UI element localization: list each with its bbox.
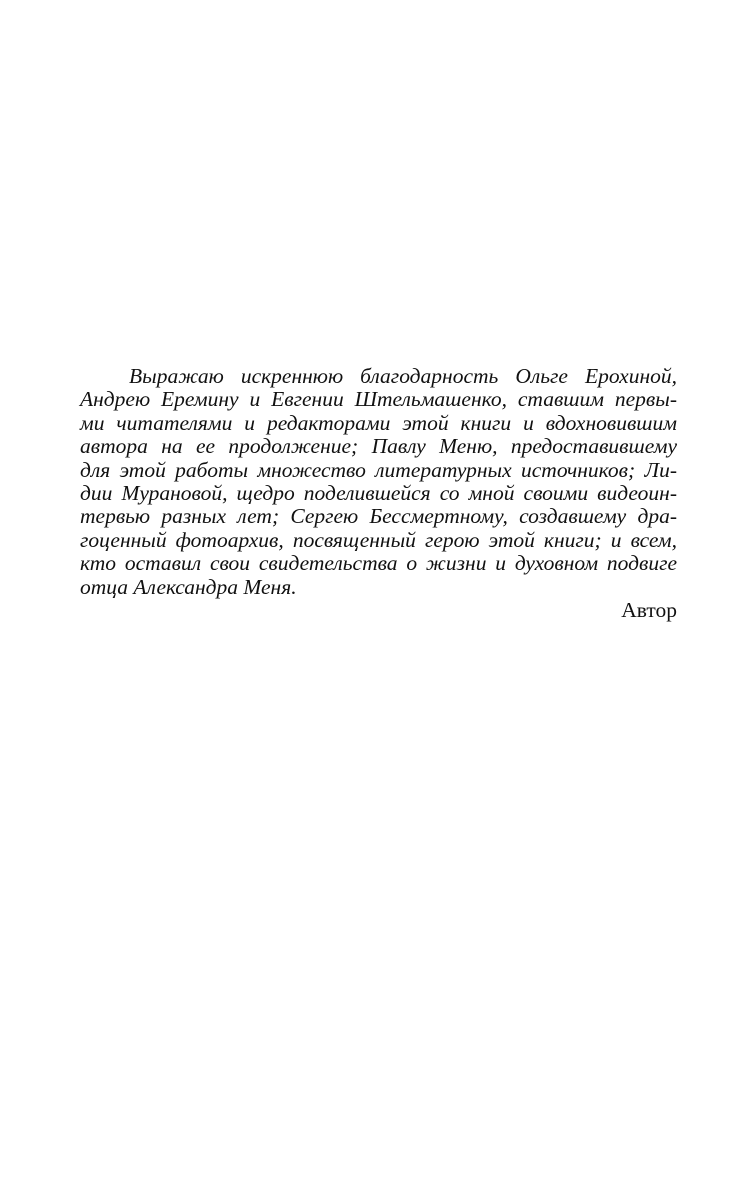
acknowledgement-line: Андрею Еремину и Евгении Штельмашенко, ставшим первы-	[80, 387, 677, 412]
acknowledgement-line: отца Александра Меня.	[80, 574, 297, 599]
acknowledgement-line: для этой работы множество литературных источников; Ли-	[80, 457, 677, 482]
acknowledgement-line: кто оставил свои свидетельства о жизни и духовном подвиге	[80, 551, 677, 576]
acknowledgement-line: дии Мурановой, щедро поделившейся со мной своими видеоин-	[80, 480, 677, 505]
acknowledgement-line: ми читателями и редакторами этой книги и вдохновившим	[80, 410, 677, 435]
acknowledgement-line: автора на ее продолжение; Павлу Меню, предоставившему	[80, 434, 677, 459]
author-signature: Автор	[621, 598, 677, 622]
acknowledgement-line: гоценный фотоархив, посвященный герою этой книги; и всем,	[80, 527, 677, 552]
acknowledgement-line: Выражаю искреннюю благодарность Ольге Ерохиной,	[129, 364, 677, 388]
acknowledgement-line: тервью разных лет; Сергею Бессмертному, создавшему дра-	[80, 504, 677, 529]
acknowledgement-paragraph	[80, 365, 677, 599]
